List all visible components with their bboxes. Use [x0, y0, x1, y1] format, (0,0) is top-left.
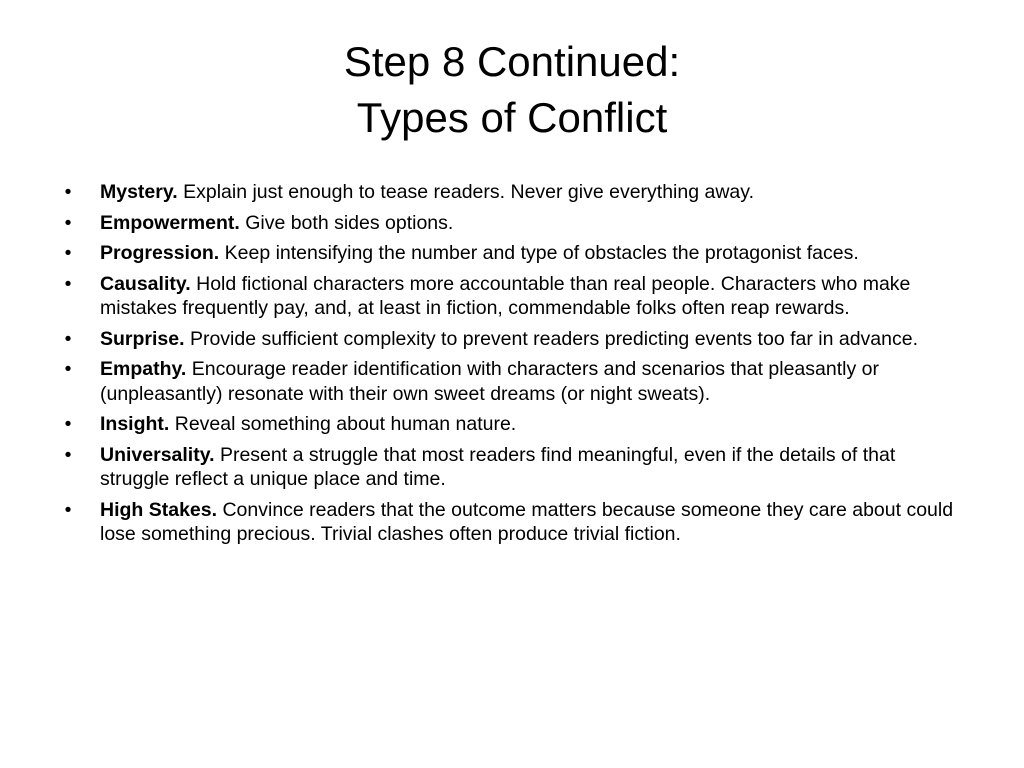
item-text: Hold fictional characters more accountable than real people. Characters who make mistakes frequently pay, and, at least in fiction, commendable folks often reap rewards. — [100, 272, 911, 319]
list-item — [58, 357, 968, 406]
item-term: Causality. — [100, 272, 191, 295]
item-term: Insight. — [100, 413, 170, 435]
title-line-1: Step 8 Continued: — [343, 38, 681, 85]
item-text: Convince readers that the outcome matters because someone they care about could lose something precious. Trivial clashes often produce trivial fiction. — [100, 498, 954, 545]
bullet-icon: • — [64, 358, 72, 380]
list-item — [58, 327, 968, 352]
item-term: Universality. — [100, 443, 215, 466]
item-text: Provide sufficient complexity to prevent readers predicting events too far in advance. — [184, 327, 918, 350]
list-item — [58, 443, 968, 492]
list-item — [58, 498, 968, 547]
slide-title — [0, 34, 1024, 146]
bullet-icon: • — [64, 211, 72, 234]
item-text: Encourage reader identification with characters and scenarios that pleasantly or (unpleasantly) resonate with their own sweet dreams (or night sweats). — [100, 358, 879, 405]
item-term: Surprise. — [100, 327, 185, 350]
item-text: Reveal something about human nature. — [169, 413, 517, 435]
bullet-list — [58, 180, 968, 553]
list-item — [58, 180, 968, 205]
bullet-icon: • — [64, 413, 72, 435]
item-text: Explain just enough to tease readers. Never give everything away. — [177, 181, 754, 203]
bullet-icon: • — [64, 498, 72, 521]
item-term: Empowerment. — [100, 211, 240, 234]
bullet-icon: • — [64, 327, 72, 350]
list-item — [58, 211, 968, 236]
bullet-icon: • — [64, 242, 72, 264]
list-item — [58, 241, 968, 266]
list-item — [58, 272, 968, 321]
item-text: Give both sides options. — [239, 211, 454, 234]
item-term: High Stakes. — [100, 498, 218, 521]
item-text: Keep intensifying the number and type of obstacles the protagonist faces. — [219, 242, 859, 264]
list-item — [58, 412, 968, 437]
item-text: Present a struggle that most readers find meaningful, even if the details of that struggle reflect a unique place and time. — [100, 443, 896, 490]
bullet-icon: • — [64, 181, 72, 203]
item-term: Mystery. — [100, 181, 178, 203]
bullet-icon: • — [64, 443, 72, 466]
title-line-2: Types of Conflict — [356, 94, 668, 141]
bullet-icon: • — [64, 272, 72, 295]
item-term: Empathy. — [100, 358, 187, 380]
item-term: Progression. — [100, 242, 220, 264]
